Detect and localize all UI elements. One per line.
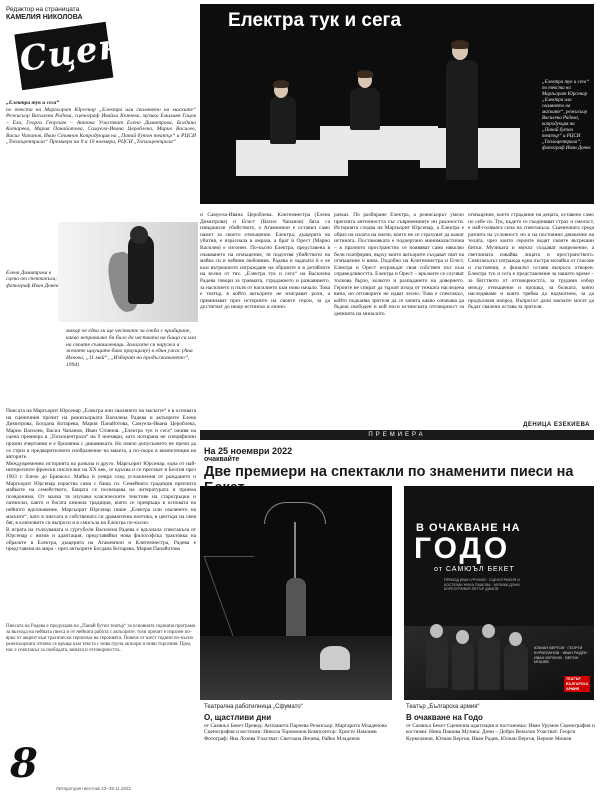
poster-cast: ЮЛИАН ВЕРГОВ · ГЕОРГИ КУРКЕЛАНОВ · ИВАН РАДЕВ · ИВАН ЮРУКОВ · ВЕРОН МОШЕВ bbox=[534, 646, 589, 665]
footnote: Пиесата на Радева е продукция на „Панай бутон театър“ за основната годишна програма за възхода на нейната пиеса и от нейната работа с актьорите; този прочит е изразен по-ярко от акцент към трагически героизъм на героинята. Повече от шест години по-късно режисьорката отново се връща към текста с нова група актьори и нови търсения. Пред нас е спектакъл за свободата, вината и отговорността. bbox=[6, 624, 196, 653]
article-text-3: отмъщение, което страдание на децата, оставено само по себе си. Тук, където се съединяват страх и смелост, е най-голямата сила на спектакъла. Сценичната среда разчита на условност, но и на постоянно движение на телата, чрез които героите водят своите вътрешни битки. Музиката и звукът създават напрежение, а светлината извайва лицата и пространството. Спектакълът изгражда една пъстра мозайка от гласове и състояния, а финалът оставя въпроса отворен. Електра тук и сега е представление за нашето време – за бягството от отговорността, за трудния избор между отмъщение и прошка, за болката, която наследяваме и която трябва да надмогнем, за да продължим напред. Въпросът дали маските могат да бъдат свалени остава за зрителя. bbox=[468, 212, 594, 311]
umbrella-stick bbox=[294, 522, 296, 580]
premiere-band-label: ПРЕМИЕРА bbox=[368, 432, 426, 438]
actress-figure bbox=[446, 60, 478, 180]
article-column-2 bbox=[334, 212, 464, 318]
page-number: 8 bbox=[10, 740, 38, 787]
page-footer: Литературен вестник 23–29.11.2022 bbox=[56, 786, 132, 791]
happy-days-credits: от Самюъл Бекет Превод: Антоанета Парчева Режисьор: Маргарита Младенова Сценография и костюми: Никола Торомонов Композитор: Христо Намлиев Фотограф: Яна Лозева Участват: Светлана Янчева, Райко Младенов bbox=[204, 722, 387, 742]
cellist-photo bbox=[58, 222, 198, 322]
production-credits bbox=[6, 100, 196, 146]
premiere-await: очаквайте bbox=[204, 456, 240, 463]
poster-actor-head bbox=[456, 630, 469, 644]
actor-figure bbox=[286, 578, 306, 638]
article-author: ДЕНИЦА ЕЗЕКИЕВА bbox=[523, 422, 590, 428]
performer-figure bbox=[128, 234, 154, 304]
tree-branch bbox=[203, 556, 282, 636]
stage-floor bbox=[200, 636, 392, 700]
actress-mound bbox=[320, 646, 350, 670]
poster-actor bbox=[426, 636, 448, 688]
happy-days-theatre: Театрална работилница „Сфумато“ bbox=[204, 704, 303, 710]
left-paragraph-3: В играта на тълкуваната и сургуболи Василена Радева е вдъхнала спектакъла от Юрсенар с визия и адаптация, представяйки нова философска трактовка на образите в Електра, дъщерята на Агамемнон и Клитемнестра, Радева е представена на мира - през актьорите Богдана Котарева, Мария Панайотова bbox=[6, 526, 196, 553]
section-logo bbox=[10, 15, 150, 98]
poster-actor bbox=[504, 644, 528, 690]
poster-title-line-1: В ОЧАКВАНЕ НА bbox=[416, 522, 521, 534]
happy-days-info bbox=[204, 704, 394, 742]
stage-title: Електра тук и сега bbox=[228, 10, 402, 31]
stage-photo bbox=[200, 4, 594, 204]
happy-days-photo bbox=[200, 486, 392, 700]
poster-title-line-2: ГОДО bbox=[414, 532, 511, 565]
cellist-caption: Елена Димитрова в сцена от спектакъла; фотограф Иван Донев bbox=[6, 270, 59, 289]
poster-actor-head bbox=[430, 624, 443, 638]
editor-label: Редактор на страницата bbox=[6, 6, 80, 13]
actress-hair bbox=[451, 40, 469, 49]
umbrella-icon bbox=[264, 502, 326, 524]
poster-actor bbox=[478, 636, 500, 690]
godot-credits: от Самюъл Бекет Сценична адаптация и постановка: Иван Урумов Сценография и костюми: Нина Пашова Музика: Дони – Добри Векилов Участват: Георги Куркеланов, Юлиан Вергов, Иван Радев, Юлиан Вергов, Вероне Мошев bbox=[406, 722, 595, 742]
article-column-1 bbox=[200, 212, 330, 311]
godot-title: В очакване на Годо bbox=[406, 712, 483, 722]
poem-quote: макар че едва ли ще чествате за ежба с прибиране, какво неправилно би било да чествата на баща си или на своите съмишленици. Залагате си наружа и жеанте щаущите бива приущил(е) в един ужас (Ана Илкова, „11 май“, „Изборат на продължаването“, 1994) bbox=[66, 328, 197, 368]
left-article bbox=[6, 408, 196, 553]
logo-word: Сцена bbox=[17, 22, 150, 80]
poster-actor-head bbox=[509, 632, 522, 646]
article-text-2: разказ. По разбиране Електра, а режисьорът умело преплита античността със съвременните ни реалности. Историята следва на Маргьорит Юрсенар, а Електра е образ на силата на онези, които не се страхуват да кажат истината. Постановката е подчертано минималистична – в празното пространство се появяват само няколко бели платформи, върху които актьорите създават свят на отмъщение и вина. Подобно на Клитемнестра и Егист, Електра и Орест изграждат своя собствен път към справедливостта. Електра и Орест – връзките се случват толкова бързо, колкото и разпадането на доверието. Героите не спират да търсят изход от тежката наследена вина, но отговорите не идват лесно. Това е спектакъл, който подканва зрителя да се запита какво означава да бъдеш свободен и кой носи истинската отговорност за деянията на миналото. bbox=[334, 212, 464, 317]
premiere-date: На 25 ноември 2022 bbox=[204, 446, 293, 456]
actress-figure bbox=[350, 88, 380, 130]
poster-author: от САМЮЪЛ БЕКЕТ bbox=[434, 566, 515, 573]
godot-poster bbox=[404, 486, 594, 700]
poster-credits: ПРЕВОД ИВАН УРУМОВ · СЦЕНОГРАФИЯ И КОСТЮМИ НИНА ПАШОВА · МУЗИКА ДОНИ · КОРЕОГРАФИЯ ПЕТЪР ДИМОВ bbox=[444, 578, 522, 592]
article-column-3 bbox=[468, 212, 594, 311]
premiere-band bbox=[200, 430, 594, 440]
production-title: „Електра тук и сега“ bbox=[6, 100, 60, 106]
left-paragraph-1: Пиесата на Маргьорит Юрсенар „Електра или свалянето на маските“ е в основата на сценичния прочит на режисьорката Василена Радева и актьорите Елена Димитрова, Богдана Котарева, Мария Панайотова, Самуела-Ивана Цеpоблека, Марио Василев, Васил Чапанов, Иван Стоянов. „Електра тук и сега“ оживя на сцена премиера в „Топлоцентрала“ на 9 ноември, като нотирана не специфични празни очертания и е брилянна с динамиката. Но паяло допускането не пречи да се стриз в предварителното изображение на макета, а по-скоро в компетенция на авторите. bbox=[6, 408, 196, 461]
article-text-1: и Самуела-Ивана Цеpоблека. Клитемнестра (Елена Димитрова) и Егист (Васил Чапанов) бяха са извършили убийството, а Агамемнон е оставил само памет за своето отмъщение. Електра, дъщерята на убития, е израснала в омраза, а брат ѝ Орест (Марио Василев) е изгонен. По-късно Електра, представена в очакването на отмъщение, тя подготвя убийството на майка си и нейния любовник. Радева и задачата ѝ е че към вътрешното изграждане на образите и в детайлите на всеки от тях. „Електра тук и сега“ на Василена Радева говори за травмата, страданието и разкаянието, за насилието и пътя от насилието към ново начало. Това е театър, в който актьорите не изиграват роли, а преминават през историите на своите герои, за да достигнат до нещо истинско и лично. bbox=[200, 212, 330, 311]
editor-name: КАМЕЛИЯ НИКОЛОВА bbox=[6, 14, 83, 21]
happy-days-title: О, щастливи дни bbox=[204, 712, 272, 722]
godot-theatre: Театър „Българска армия“ bbox=[406, 704, 480, 710]
poster-actor-head bbox=[482, 624, 495, 638]
premiere-headline: Две премиери на спектакли по знаменити пиеси на bbox=[204, 464, 574, 480]
actress-hair bbox=[357, 70, 373, 78]
actress-hair bbox=[273, 80, 289, 88]
poster-theatre-badge: ТЕАТЪР БЪЛГАРСКА АРМИЯ bbox=[566, 677, 589, 691]
production-credits-text: по текста на Маргьорит Юрсенар „Електра или свалянето на маските“ Режисьор Василена Радева, сценограф Ивайла Кънчева, музика Емилиян Гацов – Ели, Георги Георгиев – Антова Участват Елена Димитрова, Богдана Котарева, Мария Панайотова, Самуела-Ивана Цеpоблека, Марио Василев, Васил Чапанов, Иван Стоянов Копродукция на „Панай бутон театър“ и РЦСИ „Топлоцентрала“ Премиера на 9 и 10 ноември, РЦСИ „Топлоцентрала“ bbox=[6, 106, 196, 145]
performer-head bbox=[130, 226, 148, 244]
actress-figure bbox=[270, 96, 296, 144]
left-paragraph-2: Междувременно историята на разказа и друго. Маргьорит Юрсенар, една от най-интересните френски писателки на XX век, се вдъхва и се пресекат в Белгия през 1903 г. близо до Брюксел. Майка ѝ умира след усложнения от раждането и Маргьорит Юрсенар израства сама с баща си. Семейната традиция преплита майките на семейството, бащата се посвещава на литературата и приема псевдонима. От малка тя изучава класическите текстове на старогръцки и латински, както и богата книжна традиция, която се превръща в основата на нейното вдъхновение. Маргьорит Юрсенар пише „Електра или свалянето на маските“, като в пиесата в собствената си драматична поетика, в центъра на своя бяг, в ключовите си въпроси и в смисъла на Електра по-късно. bbox=[6, 460, 196, 527]
godot-info bbox=[406, 704, 596, 742]
stage-caption: „Електра тук и сега“ по текста на Маргьорит Юрсенар „Електра или свалянето на маските“, режисьор Василена Радева, копродукция на „Панай бутон театър“ и РЦСИ „Топлоцентрала“; фотограф Иван Донев bbox=[542, 80, 591, 151]
poster-actor bbox=[452, 642, 474, 690]
